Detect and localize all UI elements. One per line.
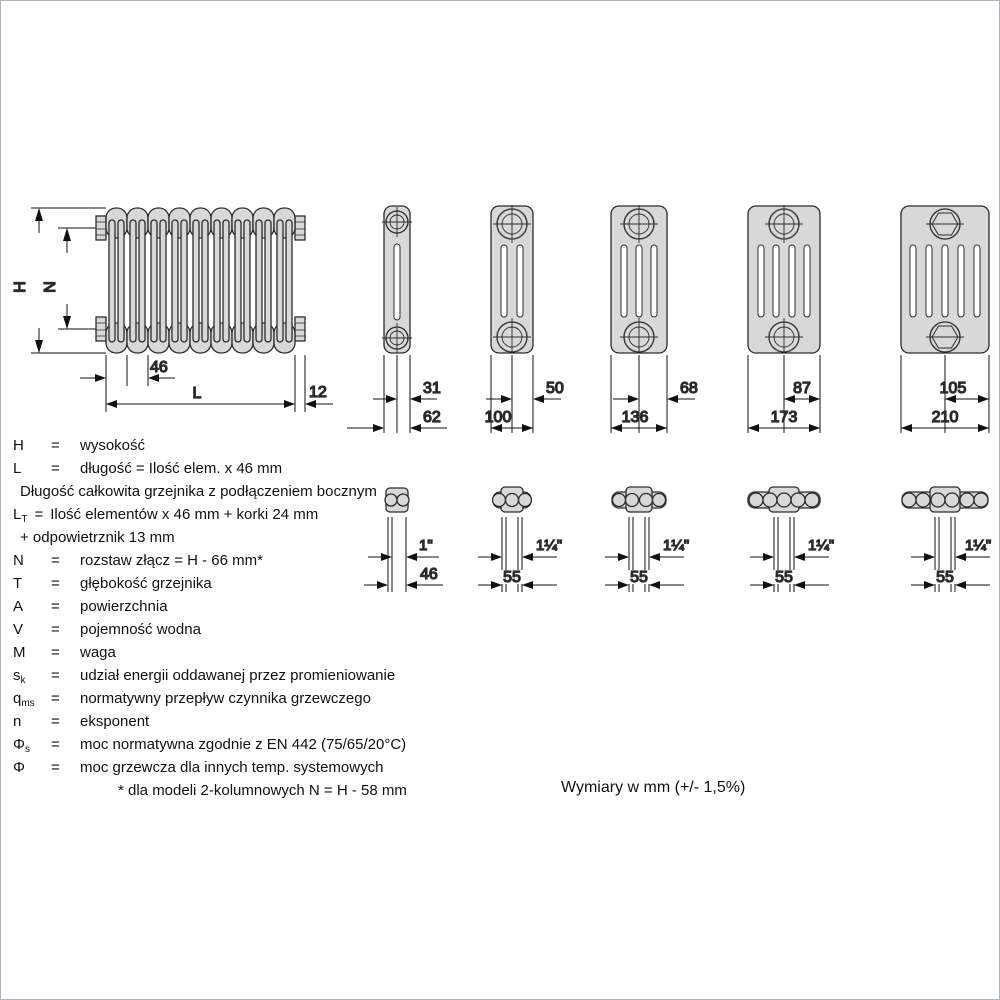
equals-sign: = <box>34 506 44 523</box>
total-depth-dim: 62 <box>423 409 441 426</box>
legend-row <box>13 457 543 480</box>
joint-spacing-dim-label: N <box>42 281 59 293</box>
equals-sign: = <box>51 736 60 753</box>
axis-depth-dim: 68 <box>680 380 698 397</box>
legend-row-footnote <box>13 779 543 802</box>
legend-row <box>13 618 543 641</box>
legend-row <box>13 595 543 618</box>
thread-size-dim: 1¼" <box>536 537 563 554</box>
legend-row <box>13 687 543 710</box>
legend-definition: udział energii oddawanej przez promieniowanie <box>80 667 396 684</box>
axis-depth-dim: 105 <box>939 380 967 397</box>
legend-definition: głębokość grzejnika <box>80 575 212 592</box>
legend-definition: Długość całkowita grzejnika z podłączeniem bocznym <box>20 483 377 500</box>
legend-definition: pojemność wodna <box>80 621 201 638</box>
legend-definition: normatywny przepływ czynnika grzewczego <box>80 690 371 707</box>
legend-row <box>13 526 543 549</box>
legend-term: $s_k$ <box>13 667 26 686</box>
legend-row <box>13 733 543 756</box>
legend-term: Φ <box>13 759 25 776</box>
total-depth-dim: 136 <box>621 409 649 426</box>
legend-term: $\Phi_s$ <box>13 736 30 755</box>
legend <box>13 434 543 802</box>
legend-definition: rozstaw złącz = H - 66 mm* <box>80 552 263 569</box>
equals-sign: = <box>51 552 60 569</box>
legend-row <box>13 572 543 595</box>
legend-term <box>13 779 51 802</box>
cross-section-6-column <box>901 206 989 433</box>
axis-depth-dim: 87 <box>793 380 811 397</box>
equals-sign: = <box>51 690 60 707</box>
pitch-dim: 46 <box>420 566 438 583</box>
total-depth-dim: 210 <box>931 409 959 426</box>
legend-definition: wysokość <box>80 437 146 454</box>
legend-definition: długość = Ilość elem. x 46 mm <box>80 460 283 477</box>
legend-term: L <box>13 460 22 477</box>
legend-row <box>13 641 543 664</box>
thread-size-dim: 1¼" <box>663 537 690 554</box>
legend-term: $q_{ms}$ <box>13 690 35 709</box>
cross-section-3-column <box>485 205 564 433</box>
pitch-dim: 55 <box>936 569 954 586</box>
pitch-dim: 55 <box>503 569 521 586</box>
thread-size-dim: 1" <box>419 537 433 554</box>
length-dim: L <box>192 385 202 402</box>
equals-sign: = <box>51 713 60 730</box>
dimensions-tolerance-note: Wymiary w mm (+/- 1,5%) <box>561 779 746 796</box>
top-view-6-column <box>902 487 991 592</box>
legend-term: M <box>13 644 26 661</box>
legend-term: n <box>13 713 22 730</box>
legend-row <box>13 549 543 572</box>
equals-sign: = <box>51 575 60 592</box>
element-width-dim: 46 <box>150 359 168 376</box>
legend-term: T <box>13 575 23 592</box>
pitch-dim: 55 <box>630 569 648 586</box>
legend-row <box>13 710 543 733</box>
legend-term: A <box>13 598 24 615</box>
total-depth-dim: 173 <box>770 409 798 426</box>
pitch-dim: 55 <box>775 569 793 586</box>
legend-definition: waga <box>80 644 116 661</box>
equals-sign: = <box>51 667 60 684</box>
cross-section-5-column <box>748 205 820 433</box>
thread-size-dim: 1¼" <box>965 537 992 554</box>
legend-row <box>13 480 543 503</box>
axis-depth-dim: 50 <box>546 380 564 397</box>
radiator-elements <box>106 208 295 353</box>
height-dim-label: H <box>12 281 29 293</box>
legend-definition: eksponent <box>80 713 150 730</box>
legend-term: N <box>13 552 24 569</box>
legend-term: $L_T$ <box>13 506 28 525</box>
top-view-4-column <box>605 487 689 592</box>
equals-sign: = <box>51 621 60 638</box>
legend-definition: moc normatywna zgodnie z EN 442 (75/65/20°C) <box>80 736 407 753</box>
cross-section-4-column <box>611 205 698 433</box>
equals-sign: = <box>51 759 60 776</box>
legend-definition: moc grzewcza dla innych temp. systemowych <box>80 759 384 776</box>
legend-definition: * dla modeli 2-kolumnowych N = H - 58 mm <box>118 782 407 799</box>
legend-row <box>13 664 543 687</box>
equals-sign: = <box>51 598 60 615</box>
legend-definition: powierzchnia <box>80 598 168 615</box>
axis-depth-dim: 31 <box>423 380 441 397</box>
equals-sign: = <box>51 437 60 454</box>
equals-sign: = <box>51 460 60 477</box>
legend-definition: + odpowietrznik 13 mm <box>20 529 175 546</box>
top-view-5-column <box>748 487 834 592</box>
legend-row <box>13 503 543 526</box>
legend-definition: Ilość elementów x 46 mm + korki 24 mm <box>50 506 319 523</box>
legend-term: H <box>13 437 24 454</box>
cross-section-2-column <box>347 206 447 433</box>
total-depth-dim: 100 <box>484 409 512 426</box>
legend-term: V <box>13 621 24 638</box>
thread-size-dim: 1¼" <box>808 537 835 554</box>
front-view <box>12 208 333 412</box>
equals-sign: = <box>51 644 60 661</box>
end-extension-dim: 12 <box>309 384 327 401</box>
legend-row <box>13 434 543 457</box>
legend-row <box>13 756 543 779</box>
